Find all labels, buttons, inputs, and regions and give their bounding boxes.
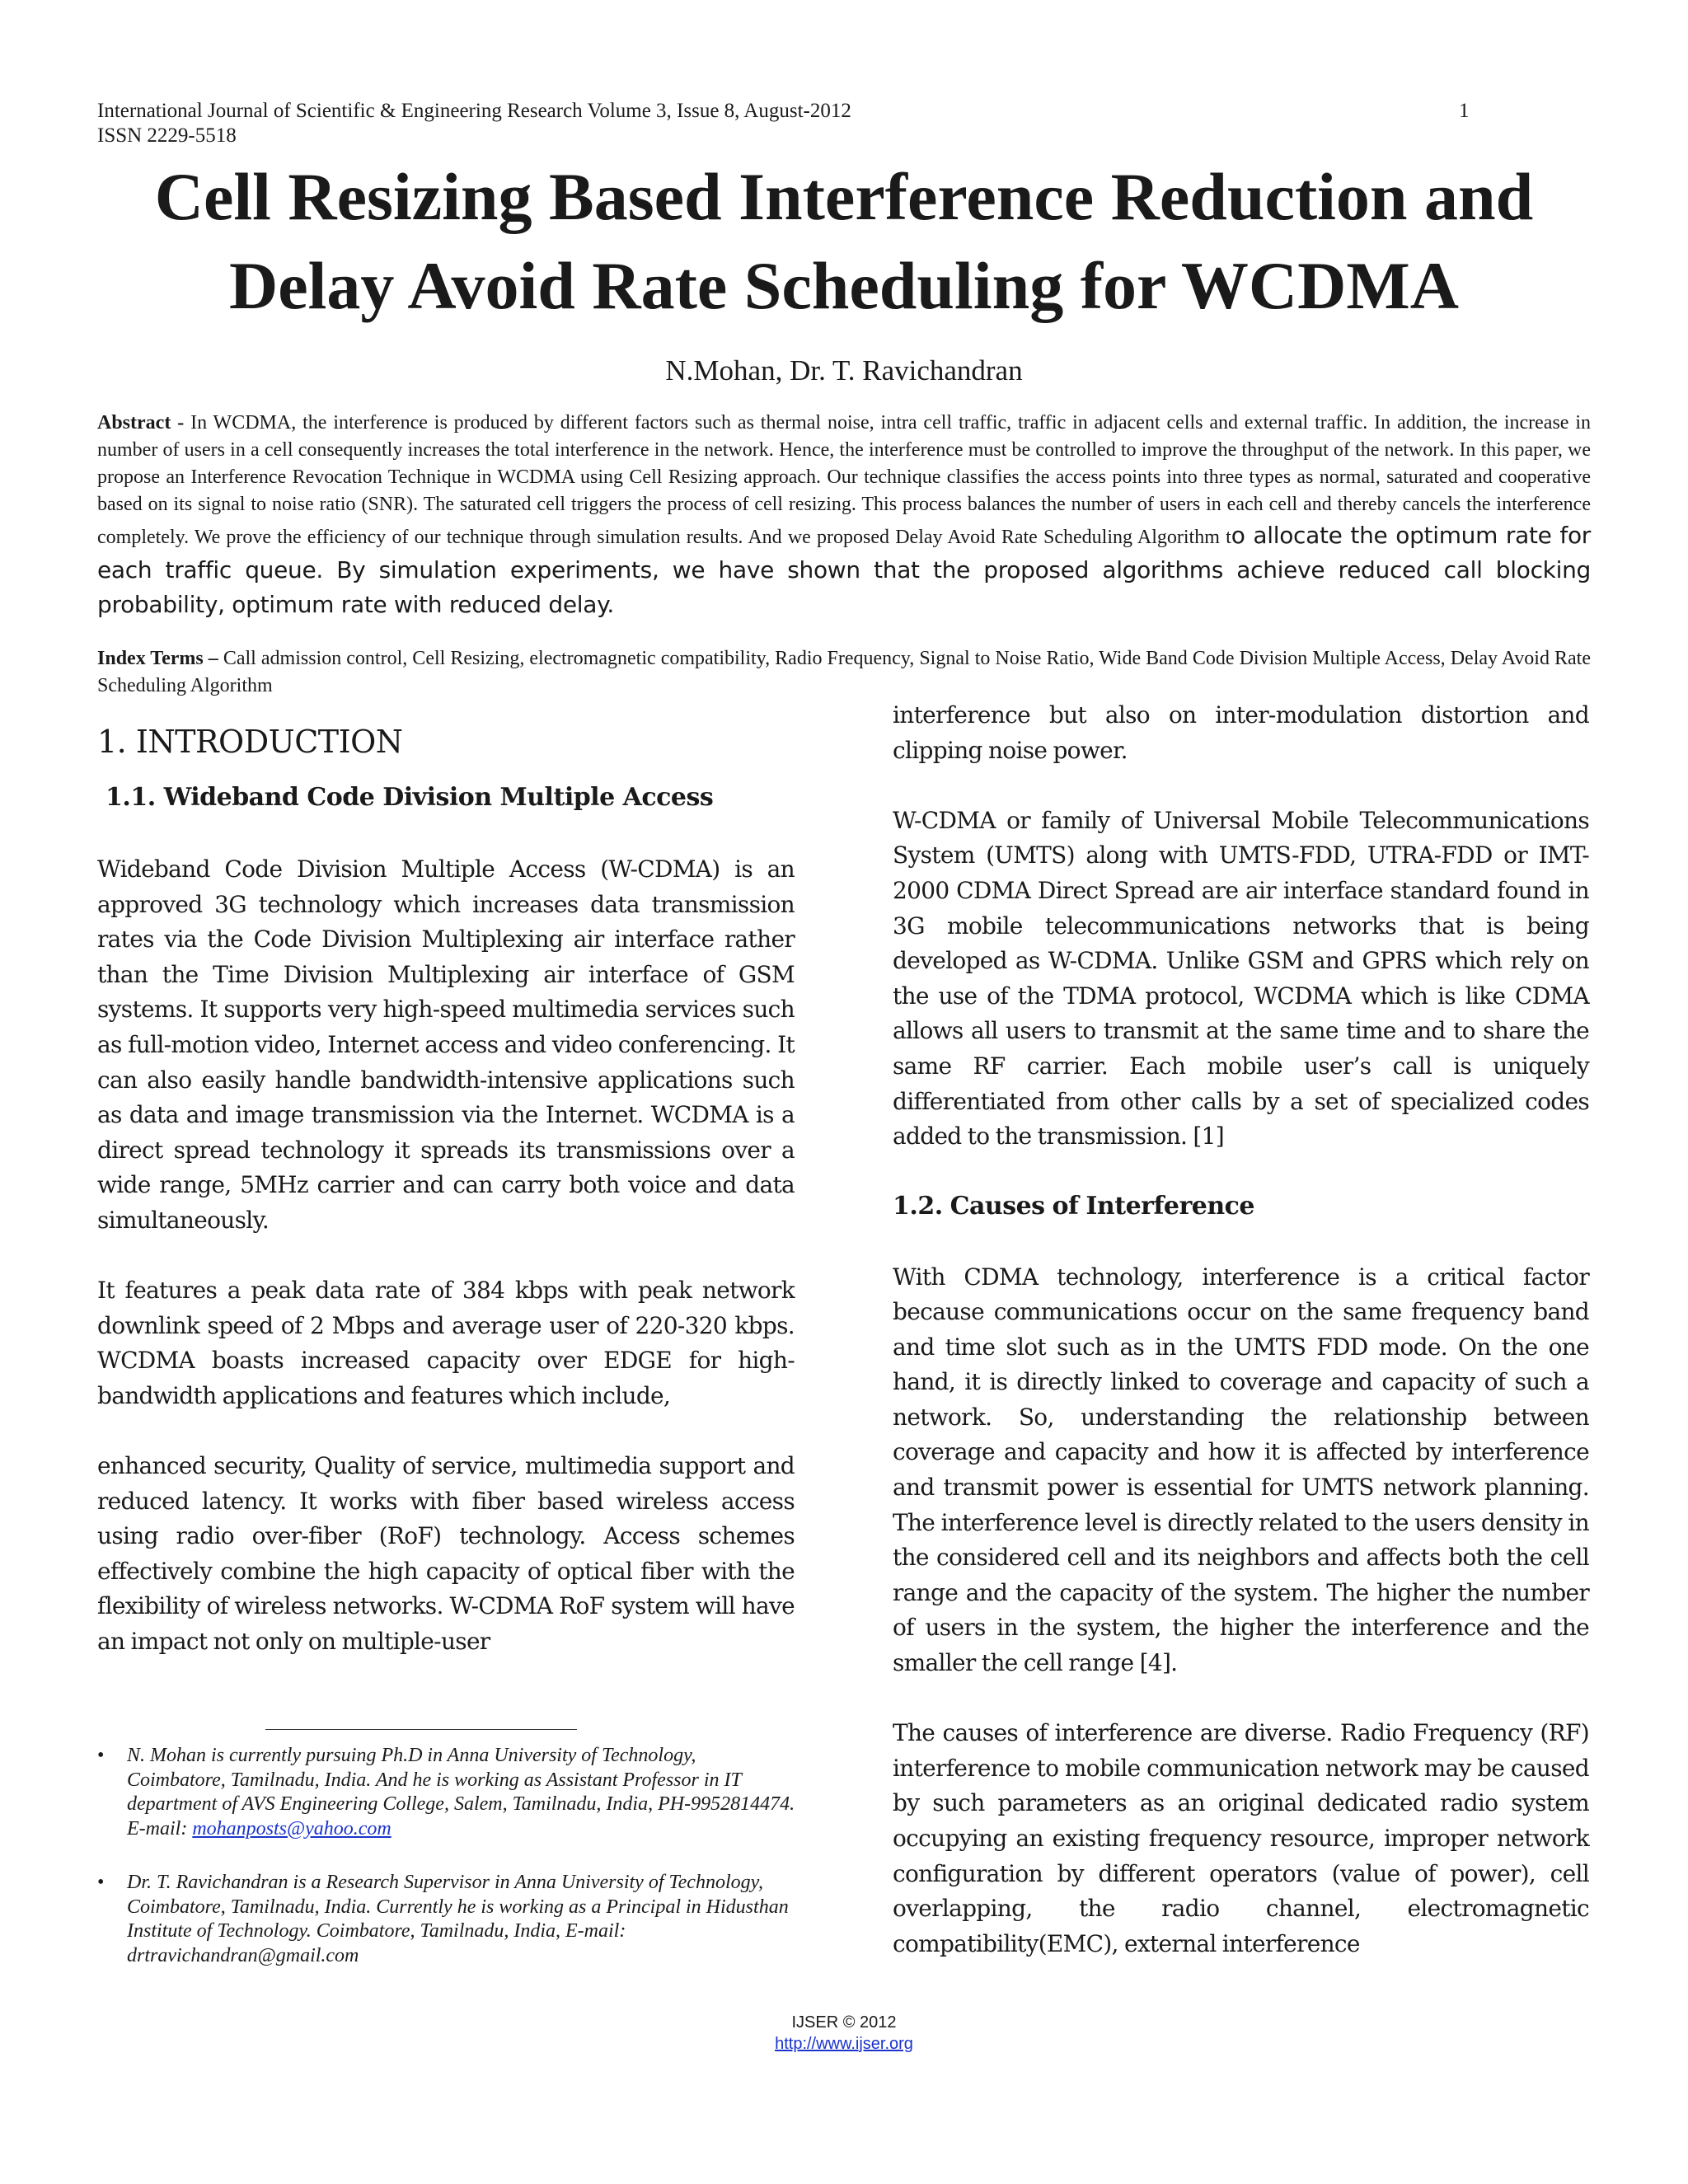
subsection-heading-interference: 1.2. Causes of Interference xyxy=(893,1192,1255,1221)
paragraph: interference but also on inter-modulation distortion and clipping noise power. xyxy=(893,701,1589,764)
footnote-bullet: • xyxy=(97,1745,105,1766)
subsection-heading-wcdma: 1.1. Wideband Code Division Multiple Access xyxy=(106,783,714,812)
email-link[interactable]: mohanposts@yahoo.com xyxy=(192,1817,392,1840)
footnote-author-1 xyxy=(97,1744,798,1841)
paragraph: With CDMA technology, interference is a critical factor because communications occur on the same frequency band and time slot such as in the UMTS FDD mode. On the one hand, it is directly linked to coverage and capacity of such a network. So, understanding the relationship between coverage and capacity and how it is affected by interference and transmit power is essential for UMTS network planning. The interference level is directly related to the users density in the considered cell and its neighbors and affects both the cell range and the capacity of the system. The higher the number of users in the system, the higher the interference and the smaller the cell range [4]. xyxy=(893,1263,1589,1677)
paragraph: Wideband Code Division Multiple Access (W-CDMA) is an approved 3G technology which increases data transmission rates via the Code Division Multiplexing air interface rather than the Time Division Multiplexing air interface of GSM systems. It supports very high-speed multimedia services such as full-motion video, Internet access and video conferencing. It can also easily handle bandwidth-intensive applications such as data and image transmission via the Internet. WCDMA is a direct spread technology it spreads its transmissions over a wide range, 5MHz carrier and can carry both voice and data simultaneously. xyxy=(97,855,795,1234)
left-column xyxy=(97,852,795,1660)
abstract-text-continued: o allocate the optimum rate for each traffic queue. By simulation experiments, we have shown that the proposed algorithms achieve reduced call blocking probability, optimum rate with reduced delay. xyxy=(97,522,1591,618)
right-column xyxy=(893,698,1589,1961)
paper-title xyxy=(97,152,1591,330)
title-line-1: Cell Resizing Based Interference Reduction and xyxy=(154,159,1534,234)
paragraph: It features a peak data rate of 384 kbps with peak network downlink speed of 2 Mbps and average user of 220-320 kbps. WCDMA boasts increased capacity over EDGE for high-bandwidth applications and features which include, xyxy=(97,1277,795,1409)
paragraph: enhanced security, Quality of service, multimedia support and reduced latency. It works with fiber based wireless access using radio over-fiber (RoF) technology. Access schemes effectively combine the high capacity of optical fiber with the flexibility of wireless networks. W-CDMA RoF system will have an impact not only on multiple-user xyxy=(97,1452,795,1656)
index-terms-text: Call admission control, Cell Resizing, electromagnetic compatibility, Radio Frequency, Signal to Noise Ratio, Wide Band Code Division Multiple Access, Delay Avoid Rate Scheduling Algorithm xyxy=(97,648,1591,696)
footer-url xyxy=(0,2034,1688,2054)
page-number: 1 xyxy=(1459,100,1470,122)
issn: ISSN 2229-5518 xyxy=(97,124,237,147)
journal-link[interactable]: http://www.ijser.org xyxy=(775,2035,913,2053)
index-terms xyxy=(97,645,1591,700)
title-line-2: Delay Avoid Rate Scheduling for WCDMA xyxy=(229,248,1459,323)
paragraph: W-CDMA or family of Universal Mobile Telecommunications System (UMTS) along with UMTS-FDD, UTRA-FDD or IMT-2000 CDMA Direct Spread are air interface standard found in 3G mobile telecommunications networks that is being developed as W-CDMA. Unlike GSM and GPRS which rely on the use of the TDMA protocol, WCDMA which is like CDMA allows all users to transmit at the same time and to share the same RF carrier. Each mobile user’s call is uniquely differentiated from other calls by a set of specialized codes added to the transmission. [1] xyxy=(893,806,1589,1151)
footnote-divider xyxy=(265,1729,577,1730)
footnote-text: N. Mohan is currently pursuing Ph.D in Anna University of Technology, Coimbatore, Tamilnadu, India. And he is working as Assistant Professor in IT department of AVS Engineering College, Salem, Tamilnadu, India, PH-9952814474. E-mail: xyxy=(127,1745,795,1840)
authors: N.Mohan, Dr. T. Ravichandran xyxy=(665,354,1023,387)
abstract-text: In WCDMA, the interference is produced by different factors such as thermal noise, intra cell traffic, traffic in adjacent cells and external traffic. In addition, the increase in number of users in a cell consequently increases the total interference in the network. Hence, the interference must be controlled to improve the throughput of the network. In this paper, we propose an Interference Revocation Technique in WCDMA using Cell Resizing approach. Our technique classifies the access points into three types as normal, saturated and cooperative based on its signal to noise ratio (SNR). The saturated cell triggers the process of cell resizing. This process balances the number of users in each cell and thereby cancels the interference completely. We prove the efficiency of our technique through simulation results. And we proposed Delay Avoid Rate Scheduling Algorithm t xyxy=(97,412,1591,548)
abstract xyxy=(97,410,1591,622)
journal-header: International Journal of Scientific & Engineering Research Volume 3, Issue 8, August-2012 xyxy=(97,100,851,122)
footnote-text: Dr. T. Ravichandran is a Research Supervisor in Anna University of Technology, Coimbatore, Tamilnadu, India. Currently he is working as a Principal in Hidusthan Institute of Technology. Coimbatore, Tamilnadu, India, E-mail: drtravichandran@gmail.com xyxy=(127,1872,789,1966)
index-terms-label: Index Terms – xyxy=(97,648,218,669)
paragraph: The causes of interference are diverse. Radio Frequency (RF) interference to mobile communication network may be caused by such parameters as an original dedicated radio system occupying an existing frequency resource, improper network configuration by different operators (value of power), cell overlapping, the radio channel, electromagnetic compatibility(EMC), external interference xyxy=(893,1719,1589,1957)
section-heading-introduction: 1. INTRODUCTION xyxy=(97,724,403,760)
footnote-bullet: • xyxy=(97,1872,105,1893)
footnote-author-2 xyxy=(97,1871,798,1968)
abstract-label: Abstract - xyxy=(97,412,185,434)
footer-copyright: IJSER © 2012 xyxy=(791,2013,897,2032)
